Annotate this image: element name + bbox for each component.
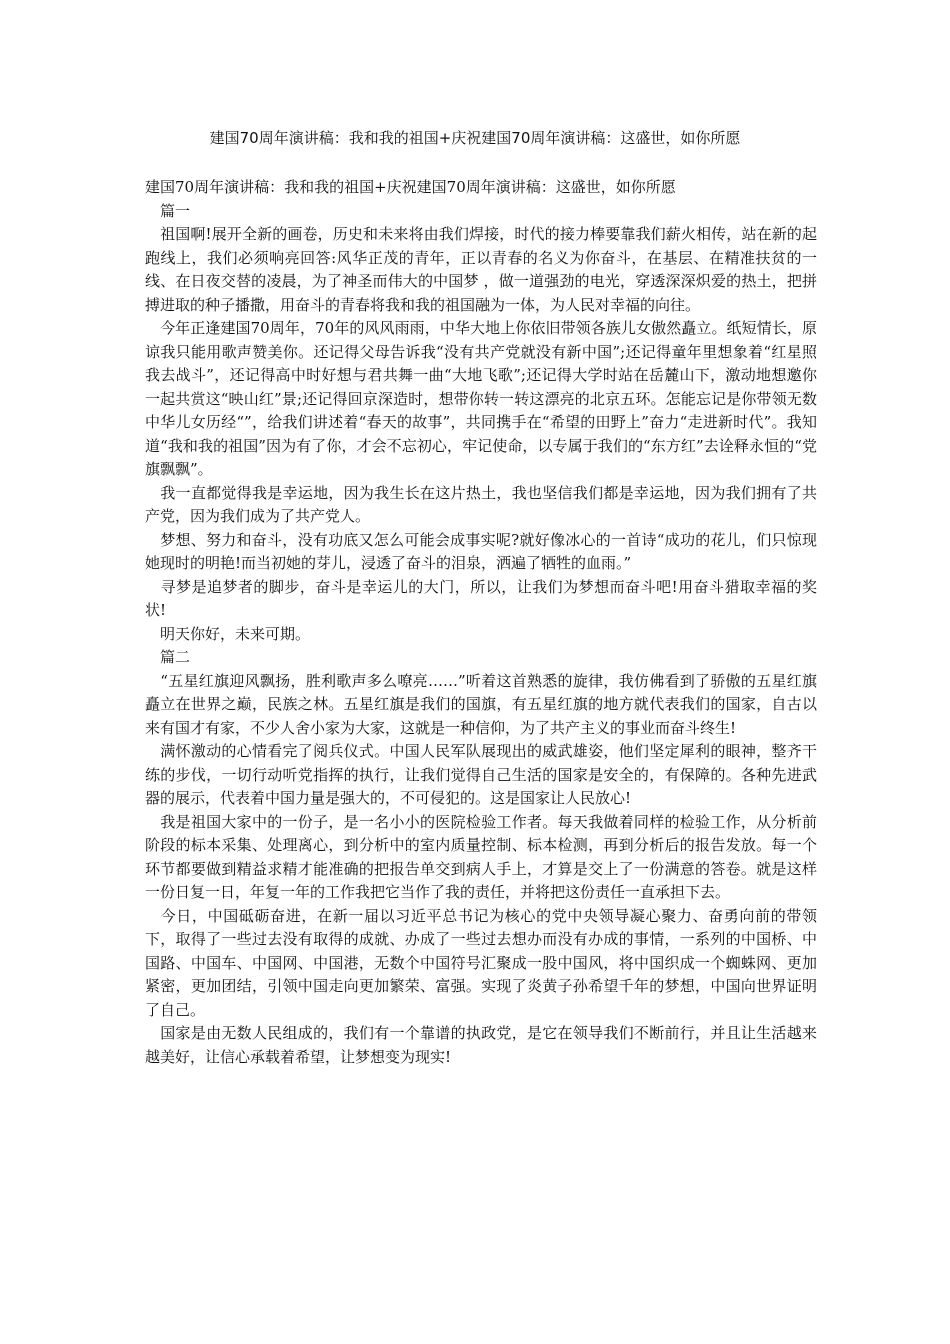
paragraph: 今日，中国砥砺奋进，在新一届以习近平总书记为核心的党中央领导凝心聚力、奋勇向前的带领下，取得了一些过去没有取得的成就、办成了一些过去想办而没有办成的事情，一系列的中国桥、中国路、中国车、中国网、中国港，无数个中国符号汇聚成一股中国风，将中国织成一个蜘蛛网、更加紧密，更加团结，引领中国走向更加繁荣、富强。实现了炎黄子孙希望千年的梦想，中国向世界证明了自己。	[145, 906, 817, 1019]
section-label: 篇一	[145, 201, 191, 220]
paragraph: 明天你好，未来可期。	[145, 624, 311, 643]
paragraph: 我一直都觉得我是幸运地，因为我生长在这片热土，我也坚信我们都是幸运地，因为我们拥有了共产党，因为我们成为了共产党人。	[145, 483, 817, 525]
paragraph: 满怀激动的心情看完了阅兵仪式。中国人民军队展现出的威武雄姿，他们坚定犀利的眼神，整齐干练的步伐，一切行动听党指挥的执行，让我们觉得自己生活的国家是安全的，有保障的。各种先进武器的展示，代表着中国力量是强大的，不可侵犯的。这是国家让人民放心!	[145, 742, 817, 807]
paragraph: 我是祖国大家中的一份子，是一名小小的医院检验工作者。每天我做着同样的检验工作，从分析前阶段的标本采集、处理离心，到分析中的室内质量控制、标本检测，再到分析后的报告发放。每一个环节都要做到精益求精才能准确的把报告单交到病人手上，才算是交上了一份满意的答卷。就是这样一份日复一日，年复一年的工作我把它当作了我的责任，并将把这份责任一直承担下去。	[145, 812, 817, 901]
paragraph: 梦想、努力和奋斗，没有功底又怎么可能会成事实呢?就好像冰心的一首诗“成功的花儿，们只惊现她现时的明艳!而当初她的芽儿，浸透了奋斗的泪泉，洒遍了牺牲的血雨。”	[145, 530, 817, 572]
paragraph: 寻梦是追梦者的脚步，奋斗是幸运儿的大门，所以，让我们为梦想而奋斗吧!用奋斗猎取幸福的奖状!	[145, 577, 817, 619]
paragraph: 祖国啊!展开全新的画卷，历史和未来将由我们焊接，时代的接力棒要靠我们薪火相传，站在新的起跑线上，我们必须响亮回答:风华正茂的青年，正以青春的名义为你奋斗，在基层、在精准扶贫的一线、在日夜交替的凌晨，为了神圣而伟大的中国梦 ，做一道强劲的电光，穿透深深炽爱的热土，把拼搏进取的种子播撒，用奋斗的青春将我和我的祖国融为一体，为人民对幸福的向往。	[145, 225, 817, 314]
document-body	[145, 176, 817, 1069]
paragraph: “五星红旗迎风飘扬，胜利歌声多么嘹亮……”听着这首熟悉的旋律，我仿佛看到了骄傲的五星红旗矗立在世界之巅，民族之林。五星红旗是我们的国旗，有五星红旗的地方就代表我们的国家，自古以来有国才有家，不少人舍小家为大家，这就是一种信仰，为了共产主义的事业而奋斗终生!	[145, 671, 817, 737]
paragraph: 今年正逢建国70周年，70年的风风雨雨，中华大地上你依旧带领各族儿女傲然矗立。纸短情长，原谅我只能用歌声赞美你。还记得父母告诉我“没有共产党就没有新中国”;还记得童年里想象着“红星照我去战斗”，还记得高中时好想与君共舞一曲“大地飞歌”;还记得大学时站在岳麓山下，激动地想邀你一起共赏这“映山红”景;还记得回京深造时，想带你转一转这漂亮的北京五环。怎能忘记是你带领无数中华儿女历经“”，给我们讲述着“春天的故事”，共同携手在“希望的田野上”奋力“走进新时代”。我知道“我和我的祖国”因为有了你，才会不忘初心，牢记使命，以专属于我们的“东方红”去诠释永恒的“党旗飘飘”。	[145, 319, 817, 478]
document-title: 建国70周年演讲稿：我和我的祖国+庆祝建国70周年演讲稿：这盛世，如你所愿	[209, 129, 741, 147]
document-heading: 建国70周年演讲稿：我和我的祖国+庆祝建国70周年演讲稿：这盛世，如你所愿	[145, 178, 676, 196]
section-label: 篇二	[145, 648, 191, 666]
paragraph: 国家是由无数人民组成的，我们有一个靠谱的执政党，是它在领导我们不断前行，并且让生活越来越美好，让信心承载着希望，让梦想变为现实!	[145, 1024, 817, 1066]
